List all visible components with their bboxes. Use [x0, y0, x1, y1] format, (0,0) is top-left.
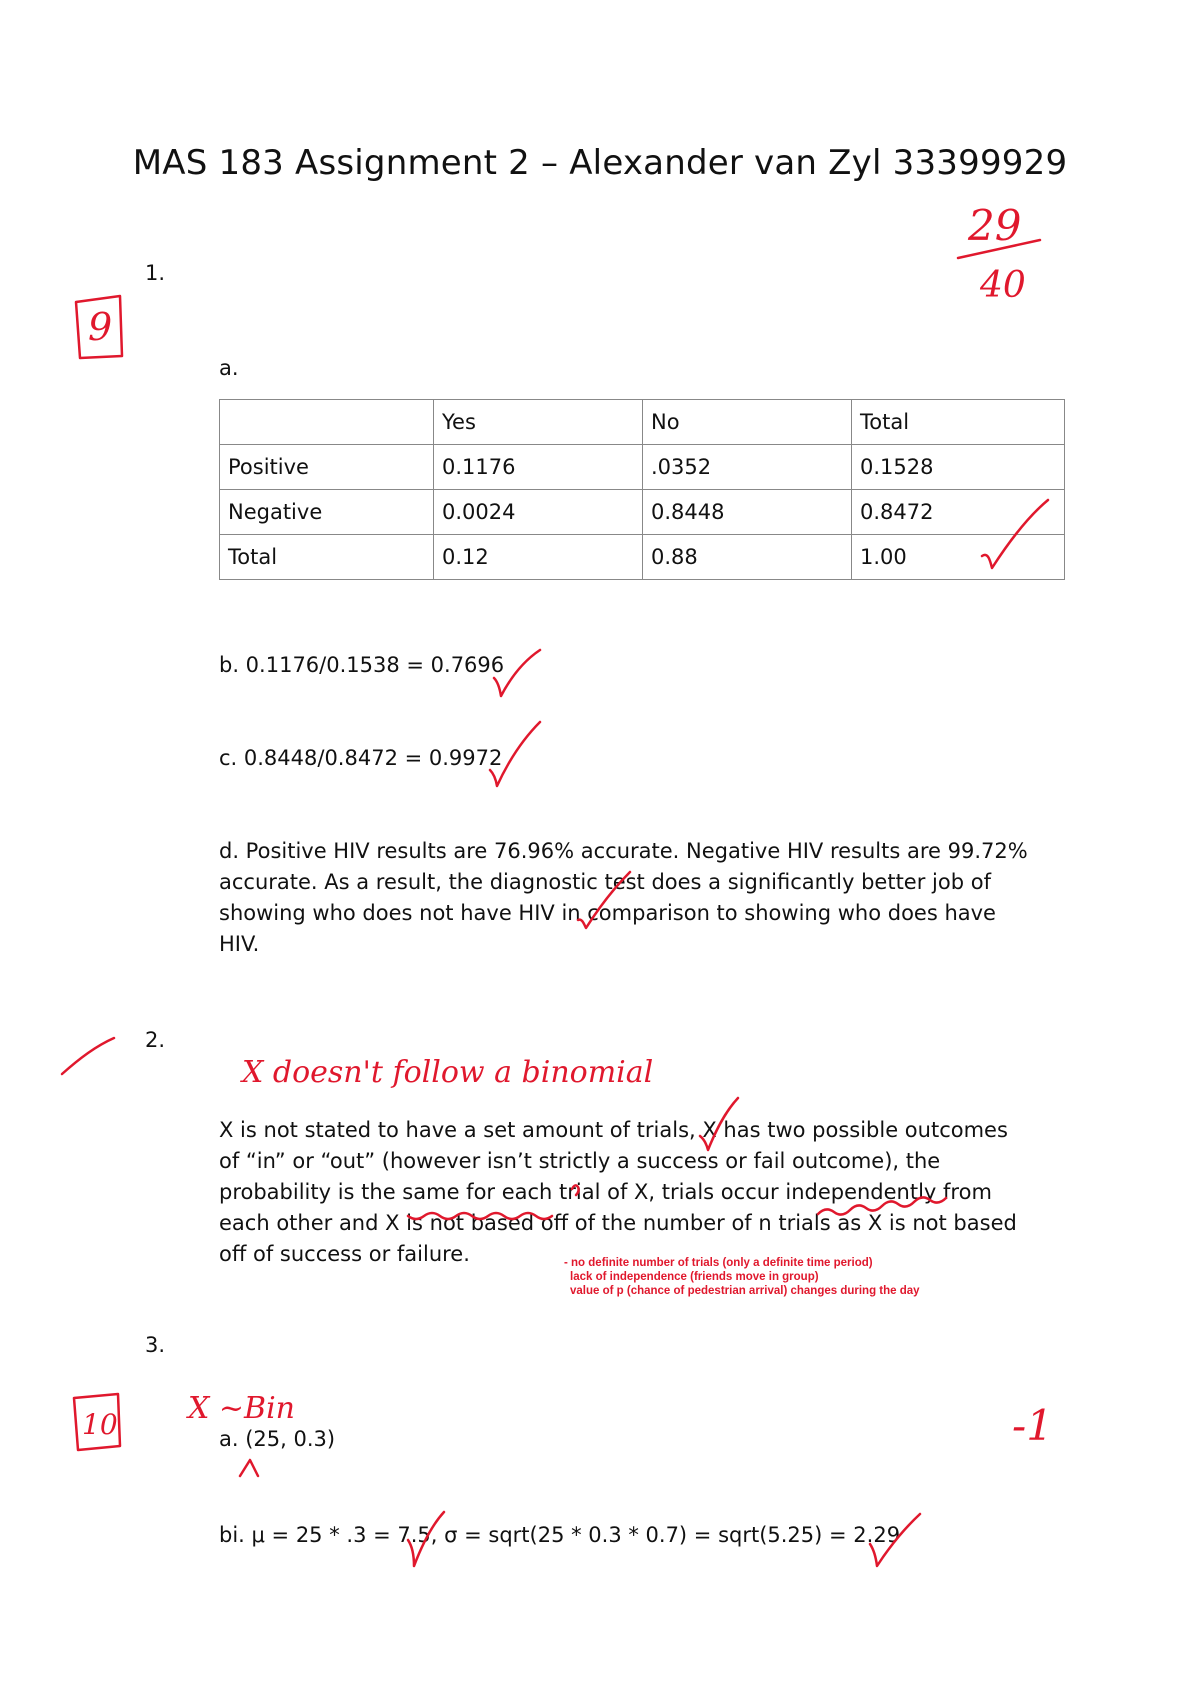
- text-line: X is not stated to have a set amount of trials, X has two possible outcomes: [219, 1118, 1008, 1142]
- question-2-number: 2.: [145, 1028, 166, 1052]
- table-cell: 0.12: [434, 535, 643, 580]
- table-cell: [220, 400, 434, 445]
- q3-score: 10: [82, 1408, 118, 1441]
- text-line: HIV.: [219, 932, 260, 956]
- table-cell: Total: [220, 535, 434, 580]
- q1-part-b: b. 0.1176/0.1538 = 0.7696: [219, 653, 505, 677]
- text-line: of “in” or “out” (however isn’t strictly a success or fail outcome), the: [219, 1149, 941, 1173]
- table-cell: 0.1528: [852, 445, 1065, 490]
- table-row: [220, 535, 1065, 580]
- q3-part-bi: bi. μ = 25 * .3 = 7.5, σ = sqrt(25 * 0.3 * 0.7) = sqrt(5.25) = 2.29: [219, 1523, 901, 1547]
- q3-handwritten-distribution: X ~Bin: [188, 1391, 295, 1426]
- text-line: d. Positive HIV results are 76.96% accurate. Negative HIV results are 99.72%: [219, 839, 1028, 863]
- q2-handwritten-comment: X doesn't follow a binomial: [242, 1055, 654, 1090]
- q3-deduction: -1: [1012, 1401, 1053, 1450]
- score-box-outline: [76, 296, 122, 358]
- table-cell: 0.0024: [434, 490, 643, 535]
- q1-score: 9: [88, 305, 113, 349]
- table-cell: 0.88: [643, 535, 852, 580]
- table-row: [220, 490, 1065, 535]
- question-1-number: 1.: [145, 261, 166, 285]
- table-cell: Negative: [220, 490, 434, 535]
- fraction-bar: [958, 240, 1040, 258]
- total-score-possible: 40: [980, 265, 1026, 306]
- q2-answer: [219, 1115, 1169, 1270]
- table-header-cell: Yes: [434, 400, 643, 445]
- text-line: showing who does not have HIV in comparison to showing who does have: [219, 901, 996, 925]
- score-box-outline: [74, 1394, 120, 1450]
- marker-note: [564, 1256, 920, 1298]
- text-line: accurate. As a result, the diagnostic test does a significantly better job of: [219, 870, 991, 894]
- q3-part-a: a. (25, 0.3): [219, 1427, 336, 1451]
- table-header-cell: No: [643, 400, 852, 445]
- q1-part-a-label: a.: [219, 356, 239, 380]
- table-header-row: [220, 400, 1065, 445]
- text-line: each other and X is not based off of the number of n trials as X is not based: [219, 1211, 1017, 1235]
- marker-note-line: lack of independence (friends move in group): [570, 1271, 819, 1283]
- text-line: off of success or failure.: [219, 1242, 470, 1266]
- caret-insert-mark: [240, 1460, 258, 1476]
- table-header-cell: Total: [852, 400, 1065, 445]
- q1-part-c: c. 0.8448/0.8472 = 0.9972: [219, 746, 503, 770]
- table-row: [220, 445, 1065, 490]
- page-title: MAS 183 Assignment 2 – Alexander van Zyl 33399929: [132, 143, 1068, 183]
- table-cell: 0.8472: [852, 490, 1065, 535]
- table-cell: .0352: [643, 445, 852, 490]
- table-cell: 1.00: [852, 535, 1065, 580]
- table-cell: Positive: [220, 445, 434, 490]
- total-score: [958, 201, 1040, 306]
- contingency-table: [219, 399, 1065, 580]
- q1-score-box: [76, 296, 122, 358]
- tick-mark: [62, 1038, 114, 1074]
- marker-note-line: - no definite number of trials (only a definite time period): [564, 1257, 873, 1269]
- q3-score-box: [74, 1394, 120, 1450]
- text-line: probability is the same for each trial of X, trials occur independently from: [219, 1180, 992, 1204]
- total-score-earned: 29: [968, 201, 1022, 250]
- q1-part-d: [219, 836, 1119, 960]
- marker-note-line: value of p (chance of pedestrian arrival) changes during the day: [570, 1285, 920, 1297]
- table-cell: 0.1176: [434, 445, 643, 490]
- question-3-number: 3.: [145, 1333, 166, 1357]
- table-cell: 0.8448: [643, 490, 852, 535]
